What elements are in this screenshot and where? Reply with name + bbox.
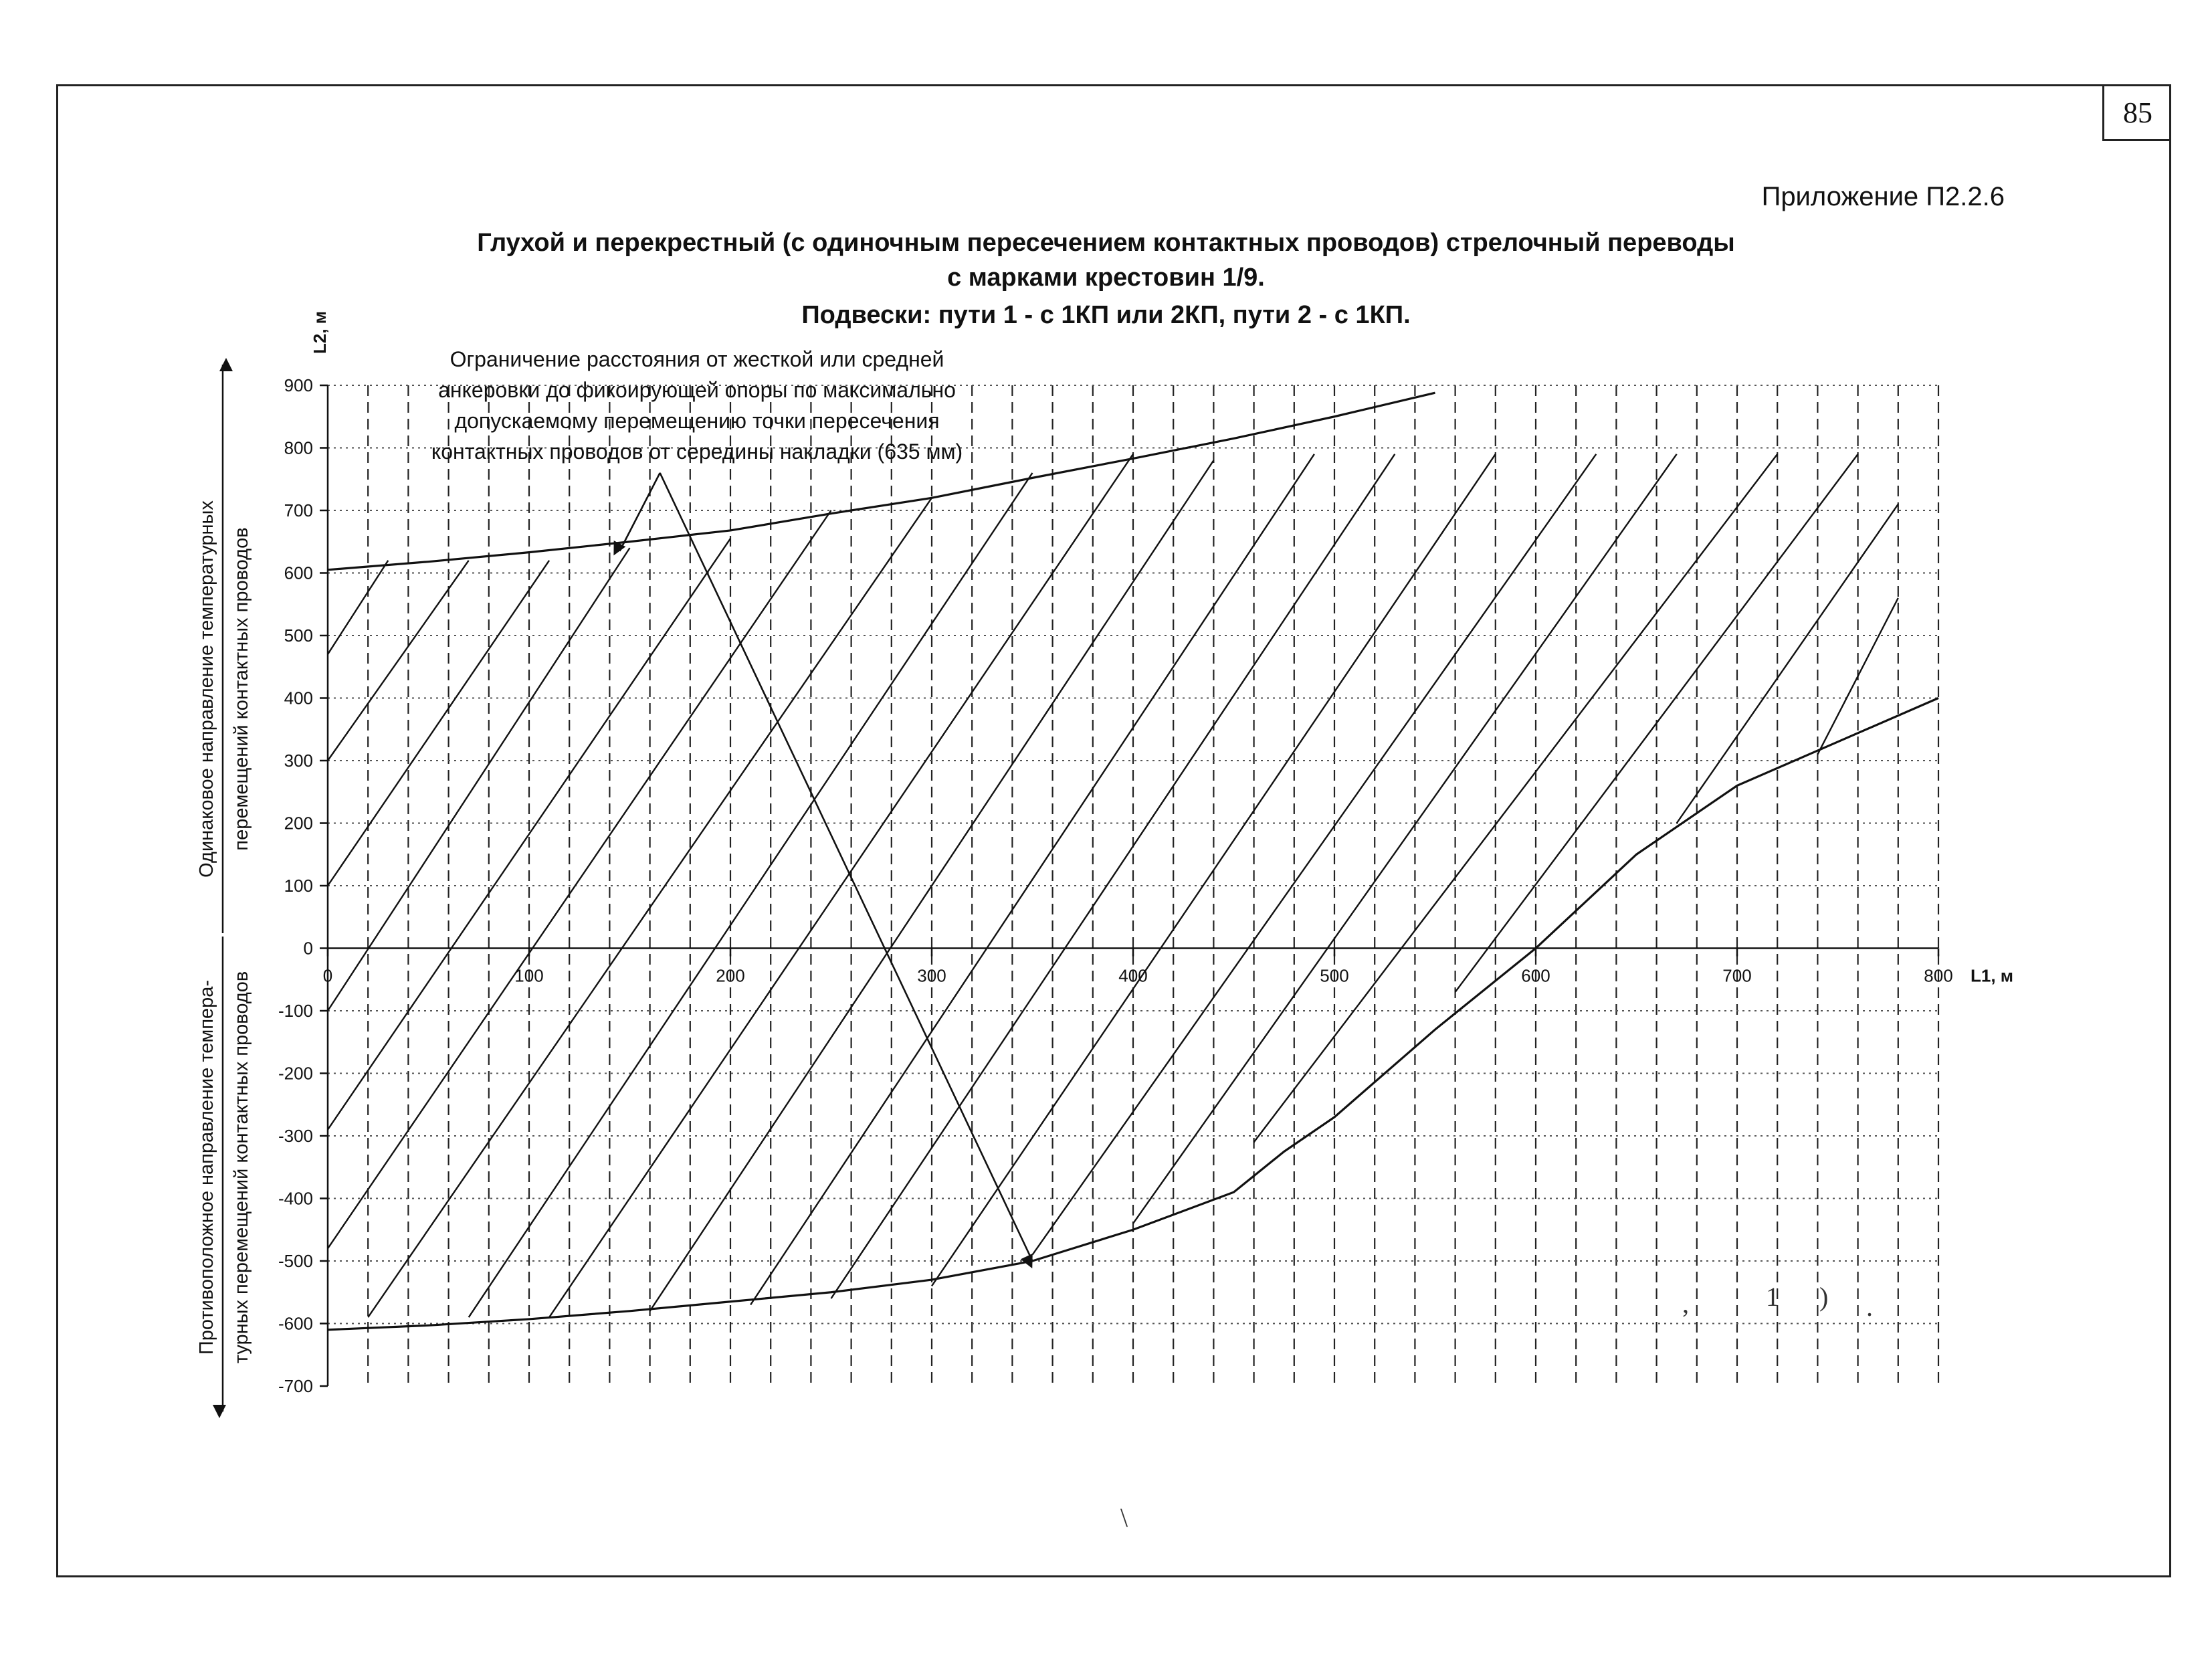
y-tick-label: -100 <box>278 1001 313 1021</box>
y-tick-label: 700 <box>284 500 313 520</box>
x-tick-label: 100 <box>514 965 544 986</box>
y-tick-label: -500 <box>278 1251 313 1271</box>
x-tick-label: 600 <box>1521 965 1550 986</box>
y-tick-label: 500 <box>284 625 313 646</box>
appendix-label: Приложение П2.2.6 <box>1761 182 2005 211</box>
tick-labels <box>278 311 2013 1396</box>
page-number: 85 <box>2102 86 2171 141</box>
y-tick-label: -400 <box>278 1188 313 1209</box>
scan-mark-2: 1 <box>1766 1282 1779 1312</box>
scan-mark-1: , <box>1682 1288 1689 1319</box>
hatch-line <box>469 473 1033 1317</box>
x-tick-label: 400 <box>1118 965 1148 986</box>
y-tick-label: -300 <box>278 1126 313 1146</box>
chart-title-line-2: с марками крестовин 1/9. <box>947 264 1265 292</box>
y-tick-label: 300 <box>284 751 313 771</box>
x-tick-label: 700 <box>1722 965 1752 986</box>
hatch-line <box>1254 454 1778 1143</box>
chart-title-line-1: Глухой и перекрестный (с одиночным пересечением контактных проводов) стрелочный переводы <box>477 229 1735 257</box>
x-tick-label: 300 <box>917 965 946 986</box>
annotation-line: Ограничение расстояния от жесткой или средней <box>449 347 944 371</box>
y-tick-label: 0 <box>303 938 313 959</box>
y-tick-label: -200 <box>278 1063 313 1084</box>
grid <box>328 385 1938 1386</box>
y-tick-label: 900 <box>284 375 313 395</box>
hatch-line <box>328 561 469 761</box>
scan-mark-5: \ <box>1120 1502 1128 1533</box>
y-tick-label: 800 <box>284 437 313 458</box>
hatch-line <box>328 510 831 1248</box>
x-tick-label: 0 <box>322 965 333 986</box>
y-tick-label: 600 <box>284 563 313 583</box>
annotation-line: допускаемому перемещению точки пересечения <box>454 409 940 433</box>
annotation-arrow <box>660 473 1033 1261</box>
y-tick-label: 200 <box>284 813 313 834</box>
hatch-line <box>328 561 388 654</box>
lower-caption-line-2: турных перемещений контактных проводов <box>231 971 252 1364</box>
y-axis-label: L2, м <box>310 310 330 355</box>
hatch-line <box>750 454 1314 1305</box>
x-axis-label: L1, м <box>1971 965 2014 986</box>
annotation-line: анкеровки до фикоирующей опоры по максимально <box>438 378 956 402</box>
y-tick-label: 100 <box>284 876 313 896</box>
annotation-line: контактных проводов от середины накладки (635 мм) <box>431 440 963 464</box>
side-captions <box>196 365 252 1411</box>
lower-caption-line-1: Противоположное направление темпера- <box>196 979 217 1355</box>
scan-mark-3: ) <box>1819 1282 1829 1312</box>
hatch-line <box>831 454 1395 1298</box>
y-tick-label: -600 <box>278 1313 313 1334</box>
x-tick-label: 500 <box>1320 965 1349 986</box>
hatch-line <box>328 548 630 1011</box>
y-tick-label: -700 <box>278 1376 313 1396</box>
chart-title-line-3: Подвески: пути 1 - с 1КП или 2КП, пути 2 - с 1КП. <box>801 301 1411 329</box>
hatch-line <box>1133 454 1677 1224</box>
scan-mark-4: . <box>1866 1292 1873 1322</box>
x-tick-label: 800 <box>1924 965 1953 986</box>
upper-caption-line-1: Одинаковое направление температурных <box>196 500 217 878</box>
x-tick-label: 200 <box>716 965 745 986</box>
y-tick-label: 400 <box>284 688 313 708</box>
annotation <box>431 347 1033 1261</box>
upper-caption-line-2: перемещений контактных проводов <box>231 527 252 851</box>
